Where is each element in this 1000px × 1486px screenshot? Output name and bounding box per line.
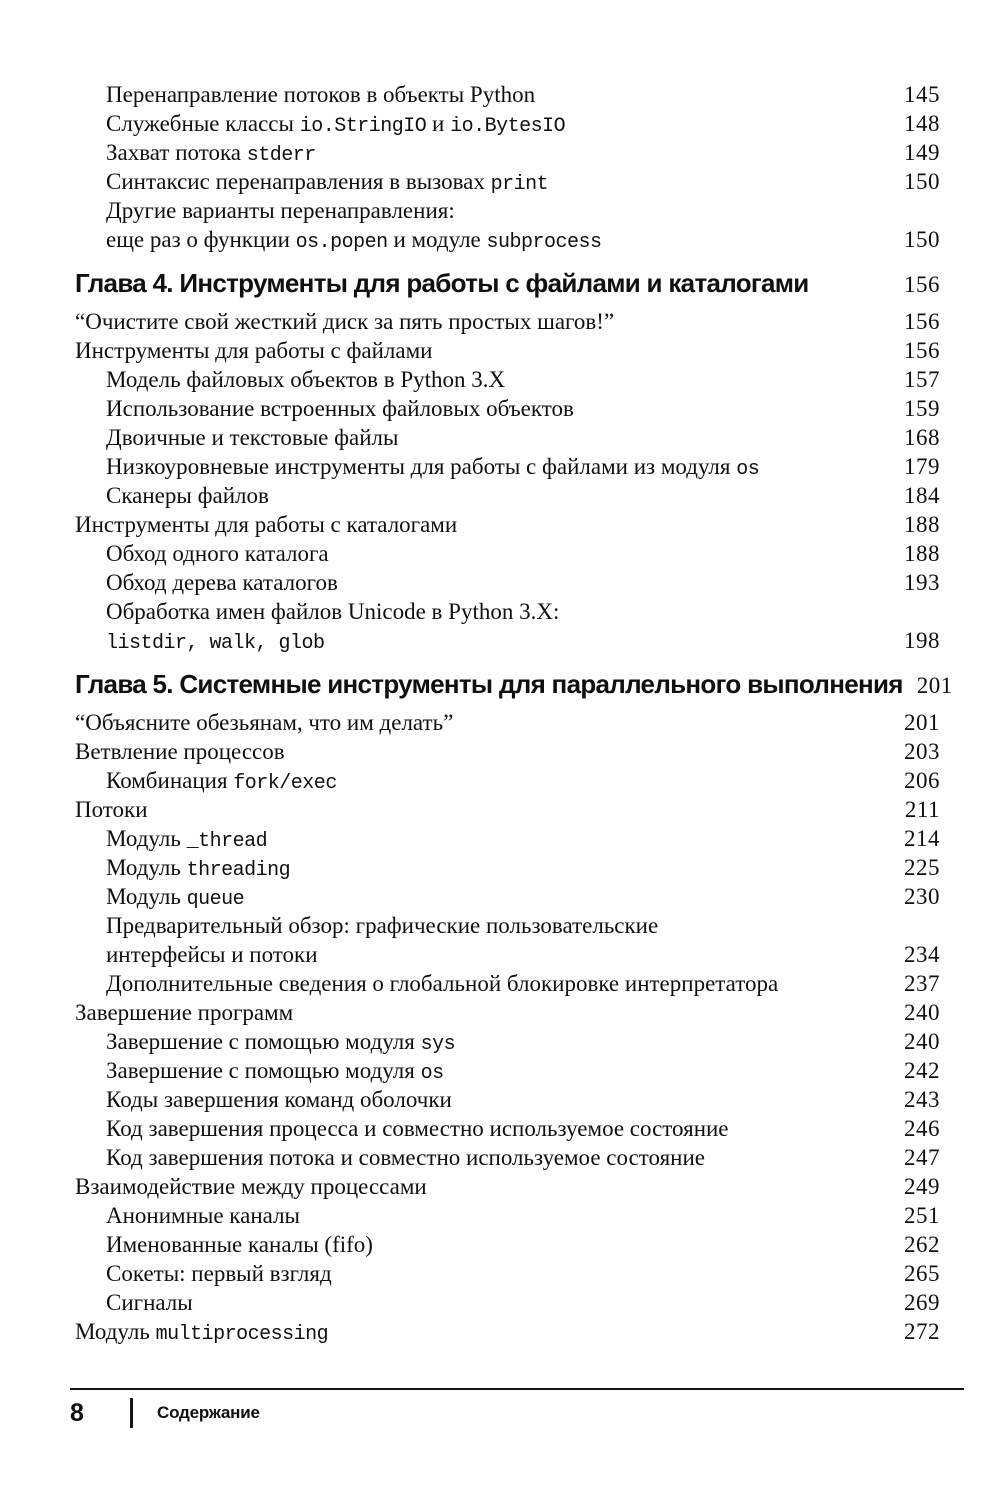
text-segment: Низкоуровневые инструменты для работы с файлами из модуля — [106, 454, 737, 479]
toc-chapter-entry — [75, 666, 953, 702]
toc-entry — [75, 998, 940, 1027]
toc-entry — [75, 1143, 940, 1172]
footer-row — [70, 1396, 964, 1430]
text-segment: Код завершения потока и совместно используемое состояние — [106, 1145, 705, 1170]
toc-entry-text — [106, 452, 759, 484]
toc-entry-page: 198 — [904, 628, 940, 653]
toc-entry-page: 149 — [904, 140, 940, 165]
toc-entry-page: 193 — [904, 570, 940, 595]
toc-entry-page: 188 — [904, 541, 940, 566]
toc-entry-page: 150 — [904, 169, 940, 194]
toc-entry-page: 156 — [904, 309, 940, 334]
toc-entry-text — [75, 265, 809, 301]
toc-entry-page: 272 — [904, 1319, 940, 1344]
text-segment: и — [426, 111, 451, 136]
text-segment: “Очистите свой жесткий диск за пять простых шагов!” — [75, 309, 615, 334]
toc-entry-text — [106, 1056, 444, 1088]
code-term: _thread — [186, 830, 268, 853]
toc-entry — [75, 1317, 940, 1346]
page-footer — [70, 1388, 964, 1430]
toc-entry — [75, 568, 940, 597]
toc-entry-page: 247 — [904, 1145, 940, 1170]
toc-chapter-entry — [75, 265, 940, 301]
toc-entry-text — [106, 225, 602, 257]
text-segment: Обход одного каталога — [106, 541, 329, 566]
toc-entry-text — [106, 940, 318, 969]
toc-entry-text — [106, 1143, 705, 1172]
toc-entry-text — [106, 365, 505, 394]
toc-entry-text — [106, 568, 338, 597]
text-segment: Захват потока — [106, 140, 247, 165]
toc-entry — [75, 597, 940, 626]
toc-entry — [75, 940, 940, 969]
footer-page-number: 8 — [70, 1398, 84, 1427]
text-segment: Потоки — [75, 797, 148, 822]
text-segment: Код завершения процесса и совместно используемое состояние — [106, 1116, 729, 1141]
toc-entry-page: 206 — [904, 768, 940, 793]
text-segment: Инструменты для работы с каталогами — [75, 512, 458, 537]
toc-entry-page: 251 — [904, 1203, 940, 1228]
code-term: fork/exec — [233, 772, 337, 795]
text-segment: Сканеры файлов — [106, 483, 269, 508]
toc-entry-page: 184 — [904, 483, 940, 508]
toc-entry-page: 225 — [904, 855, 940, 880]
footer-divider — [130, 1398, 133, 1428]
toc-entry-text — [75, 1317, 328, 1349]
toc-entry-page: 237 — [904, 971, 940, 996]
text-segment: Другие варианты перенаправления: — [106, 198, 455, 223]
toc-entry-page: 242 — [904, 1058, 940, 1083]
toc-entry-page: 265 — [904, 1261, 940, 1286]
toc-list — [75, 80, 953, 1346]
text-segment: Именованные каналы (fifo) — [106, 1232, 373, 1257]
toc-entry — [75, 1172, 940, 1201]
toc-entry-page: 150 — [904, 227, 940, 252]
toc-entry-text — [75, 510, 457, 539]
toc-entry-page: 188 — [904, 512, 940, 537]
toc-entry — [75, 853, 940, 882]
toc-entry-text — [106, 80, 535, 109]
toc-entry — [75, 365, 940, 394]
toc-entry-text — [106, 394, 574, 423]
code-term: os — [736, 458, 760, 481]
toc-entry-text — [75, 336, 432, 365]
toc-entry-text — [106, 1230, 373, 1259]
text-segment: еще раз о функции — [106, 227, 296, 252]
toc-entry-page: 234 — [904, 942, 940, 967]
text-segment: Модуль — [75, 1319, 156, 1344]
toc-entry — [75, 109, 940, 138]
toc-entry — [75, 1201, 940, 1230]
text-segment: Глава 5. Системные инструменты для параллельного выполнения — [75, 669, 903, 699]
toc-entry — [75, 737, 940, 766]
code-term: sys — [420, 1033, 456, 1056]
toc-entry-page: 157 — [904, 367, 940, 392]
toc-entry-text — [106, 539, 329, 568]
toc-entry-page: 211 — [904, 797, 940, 822]
code-term: listdir, walk, glob — [106, 632, 325, 655]
toc-entry-text — [106, 969, 778, 998]
text-segment: “Объясните обезьянам, что им делать” — [75, 710, 454, 735]
footer-section-label: Содержание — [157, 1403, 260, 1422]
toc-entry-page: 179 — [904, 454, 940, 479]
toc-entry — [75, 167, 940, 196]
toc-entry-page: 269 — [904, 1290, 940, 1315]
toc-entry-page: 156 — [904, 272, 940, 297]
code-term: subprocess — [486, 231, 602, 254]
code-term: print — [490, 173, 549, 196]
text-segment: Модуль — [106, 826, 187, 851]
toc-entry — [75, 423, 940, 452]
toc-entry — [75, 882, 940, 911]
text-segment: Завершение с помощью модуля — [106, 1029, 421, 1054]
toc-entry — [75, 1114, 940, 1143]
text-segment: Завершение программ — [75, 1000, 294, 1025]
toc-entry — [75, 336, 940, 365]
toc-entry-page: 262 — [904, 1232, 940, 1257]
toc-entry — [75, 795, 940, 824]
toc-entry-text — [106, 481, 269, 510]
toc-entry — [75, 452, 940, 481]
toc-entry-text — [106, 882, 244, 914]
toc-entry-text — [106, 626, 325, 658]
code-term: os.popen — [295, 231, 388, 254]
toc-entry-page: 145 — [904, 82, 940, 107]
text-segment: Модель файловых объектов в Python 3.X — [106, 367, 506, 392]
toc-entry-text — [106, 138, 316, 170]
toc-entry — [75, 766, 940, 795]
text-segment: Двоичные и текстовые файлы — [106, 425, 399, 450]
toc-entry — [75, 824, 940, 853]
toc-entry-page: 214 — [904, 826, 940, 851]
toc-entry-text — [106, 824, 267, 856]
text-segment: Завершение с помощью модуля — [106, 1058, 421, 1083]
toc-entry-text — [106, 1288, 193, 1317]
toc-entry-text — [106, 167, 548, 199]
toc-entry-text — [106, 1259, 332, 1288]
toc-entry — [75, 481, 940, 510]
toc-entry-text — [106, 196, 455, 225]
text-segment: Глава 4. Инструменты для работы с файлами и каталогами — [75, 268, 809, 298]
toc-entry-text — [106, 1085, 452, 1114]
toc-entry-text — [106, 109, 565, 141]
text-segment: Перенаправление потоков в объекты Python — [106, 82, 536, 107]
code-term: io.BytesIO — [450, 115, 566, 138]
text-segment: Комбинация — [106, 768, 234, 793]
toc-entry-text — [106, 853, 290, 885]
toc-entry-text — [75, 1172, 427, 1201]
code-term: os — [420, 1062, 444, 1085]
text-segment: Коды завершения команд оболочки — [106, 1087, 452, 1112]
toc-entry-page: 201 — [916, 673, 953, 698]
toc-entry — [75, 626, 940, 655]
toc-entry — [75, 969, 940, 998]
toc-entry-page: 148 — [904, 111, 940, 136]
code-term: io.StringIO — [299, 115, 427, 138]
text-segment: Предварительный обзор: графические пользовательские — [106, 913, 659, 938]
toc-entry — [75, 708, 940, 737]
toc-entry-text — [106, 597, 559, 626]
toc-entry — [75, 1056, 940, 1085]
text-segment: Использование встроенных файловых объектов — [106, 396, 574, 421]
toc-entry — [75, 1085, 940, 1114]
toc-entry-page: 156 — [904, 338, 940, 363]
toc-entry-text — [75, 307, 614, 336]
text-segment: Служебные классы — [106, 111, 300, 136]
toc-entry — [75, 911, 940, 940]
toc-entry-text — [106, 423, 399, 452]
toc-entry — [75, 196, 940, 225]
text-segment: Обработка имен файлов Unicode в Python 3.X: — [106, 599, 560, 624]
text-segment: Сигналы — [106, 1290, 193, 1315]
toc-entry-page: 240 — [904, 1029, 940, 1054]
toc-entry-text — [75, 795, 148, 824]
toc-entry-text — [75, 708, 453, 737]
text-segment: Ветвление процессов — [75, 739, 285, 764]
toc-entry — [75, 1027, 940, 1056]
toc-entry-page: 159 — [904, 396, 940, 421]
text-segment: Синтаксис перенаправления в вызовах — [106, 169, 491, 194]
toc-entry-page: 230 — [904, 884, 940, 909]
toc-entry — [75, 1259, 940, 1288]
text-segment: Дополнительные сведения о глобальной блокировке интерпретатора — [106, 971, 779, 996]
toc-entry — [75, 539, 940, 568]
code-term: stderr — [246, 144, 316, 167]
toc-entry — [75, 394, 940, 423]
toc-entry — [75, 80, 940, 109]
text-segment: интерфейсы и потоки — [106, 942, 318, 967]
toc-entry-page: 243 — [904, 1087, 940, 1112]
toc-entry-text — [106, 1114, 729, 1143]
toc-entry-text — [106, 1027, 455, 1059]
toc-entry-text — [106, 911, 658, 940]
text-segment: Анонимные каналы — [106, 1203, 300, 1228]
text-segment: Обход дерева каталогов — [106, 570, 338, 595]
toc-entry-page: 246 — [904, 1116, 940, 1141]
toc-entry-text — [75, 737, 285, 766]
toc-entry-page: 168 — [904, 425, 940, 450]
toc-entry-text — [75, 998, 293, 1027]
toc-entry — [75, 510, 940, 539]
toc-entry — [75, 1230, 940, 1259]
toc-entry-text — [106, 1201, 300, 1230]
code-term: multiprocessing — [155, 1323, 329, 1346]
toc-entry-text — [75, 666, 903, 702]
toc-entry-page: 201 — [904, 710, 940, 735]
code-term: queue — [186, 888, 245, 911]
code-term: threading — [186, 859, 291, 882]
footer-rule — [70, 1388, 964, 1390]
toc-entry-page: 240 — [904, 1000, 940, 1025]
text-segment: Сокеты: первый взгляд — [106, 1261, 332, 1286]
toc-entry — [75, 307, 940, 336]
toc-entry-page: 249 — [904, 1174, 940, 1199]
text-segment: и модуле — [387, 227, 487, 252]
toc-entry-text — [106, 766, 337, 798]
toc-entry — [75, 1288, 940, 1317]
toc-entry — [75, 138, 940, 167]
text-segment: Взаимодействие между процессами — [75, 1174, 427, 1199]
toc-entry — [75, 225, 940, 254]
toc-entry-page: 203 — [904, 739, 940, 764]
text-segment: Инструменты для работы с файлами — [75, 338, 433, 363]
text-segment: Модуль — [106, 855, 187, 880]
text-segment: Модуль — [106, 884, 187, 909]
